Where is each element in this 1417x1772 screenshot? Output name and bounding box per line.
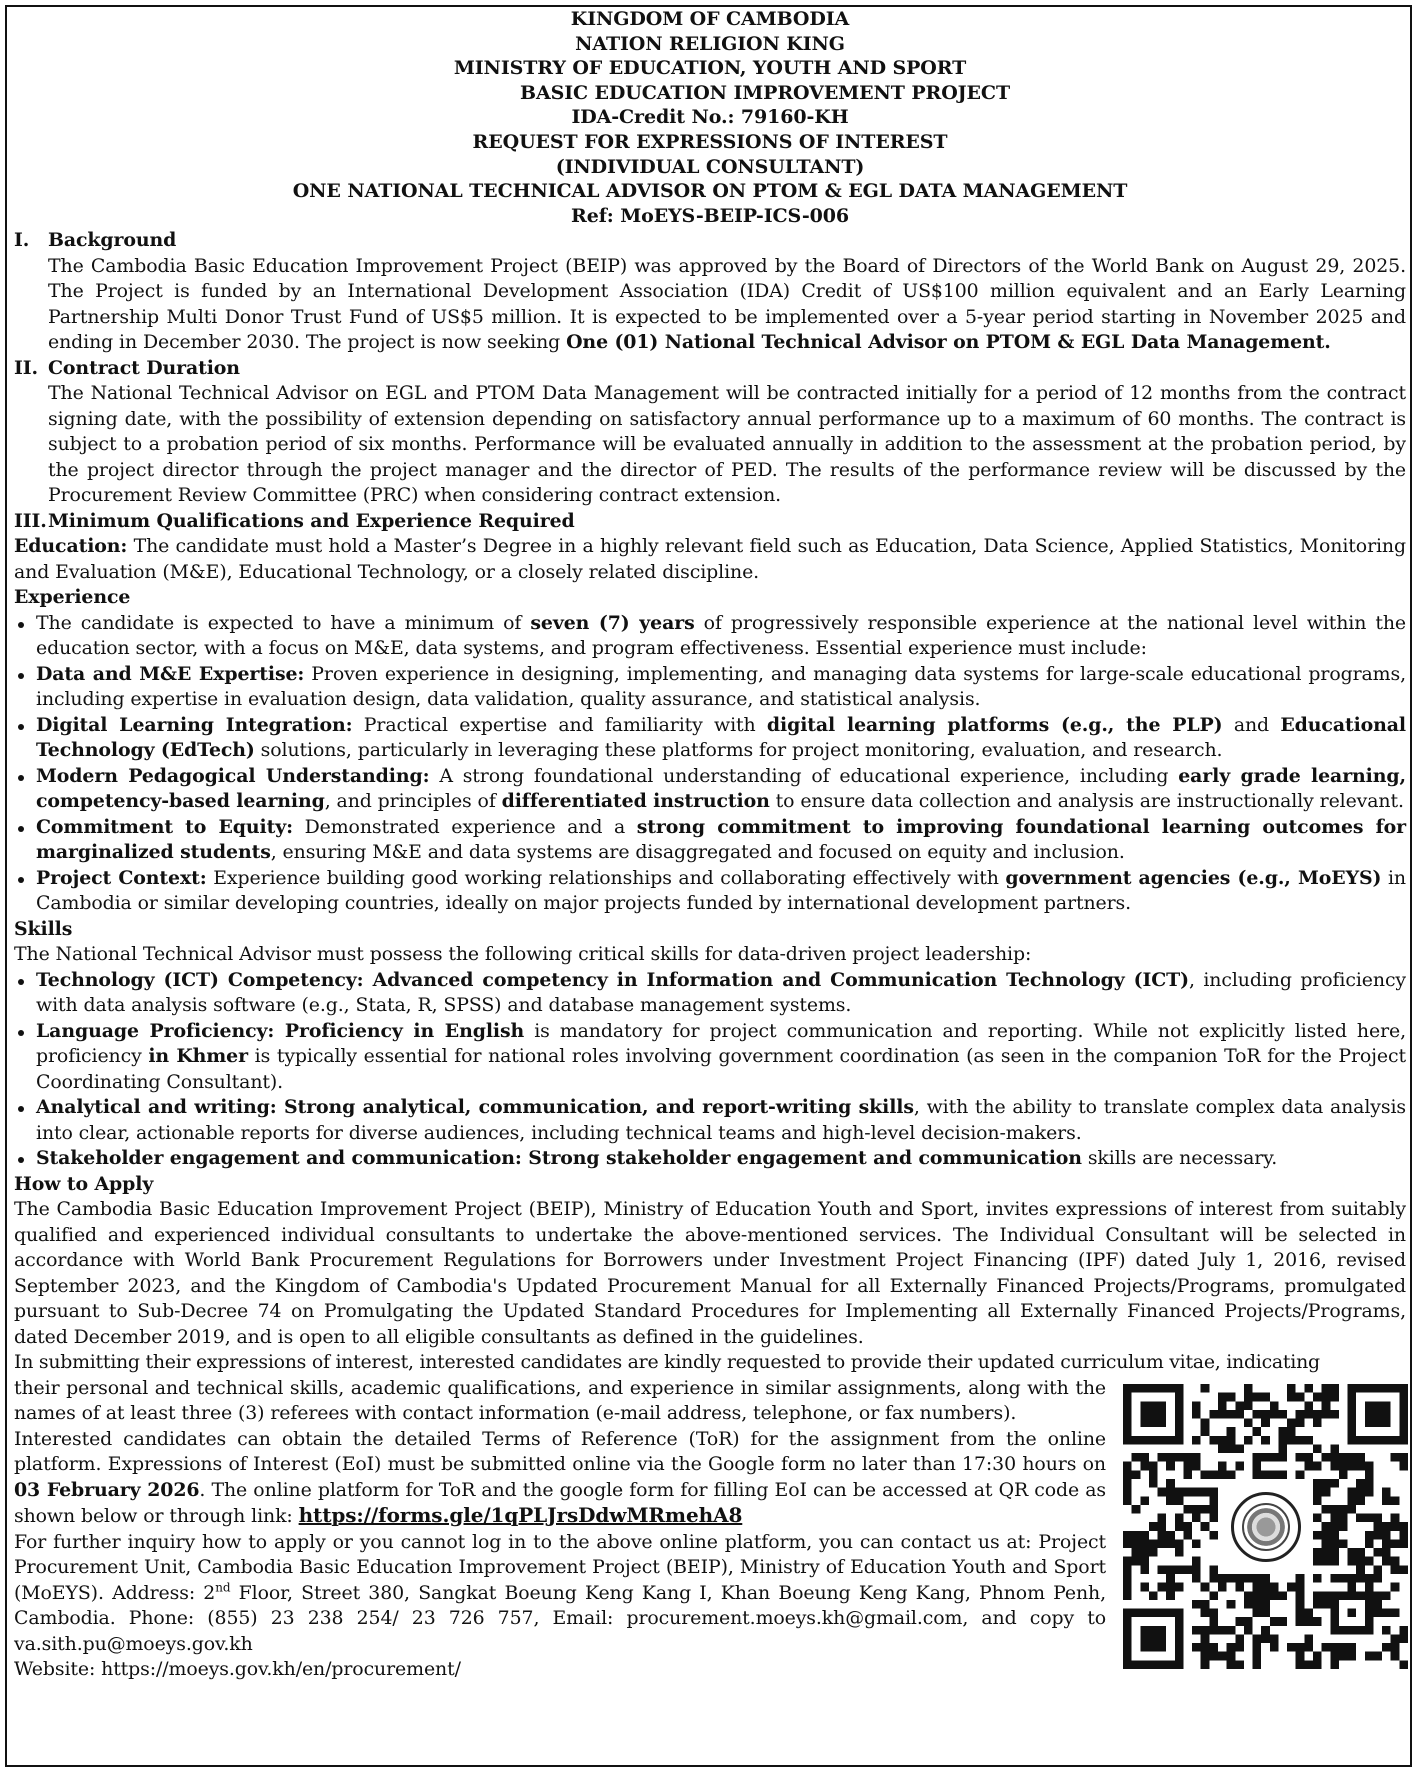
apply-title: How to Apply	[14, 1172, 154, 1195]
eoi-form-link[interactable]: https://forms.gle/1qPLJrsDdwMRmehA8	[298, 1503, 743, 1528]
list-item: Language Proficiency: Proficiency in English is mandatory for project communication and reporting. While not explicitly listed here, proficiency in Khmer is typically essential for national roles involving government coordination (as seen in the companion ToR for the Project Coordinating Consultant).	[14, 1019, 1406, 1096]
header-ref: Ref: MoEYS-BEIP-ICS-006	[571, 204, 849, 227]
apply-paragraph-2: their personal and technical skills, academic qualifications, and experience in similar assignments, along with the names of at least three (3) referees with contact information (e-mail address, telephone, or fax numbers).	[14, 1376, 1106, 1425]
section-qualifications-title: III. Minimum Qualifications and Experience Required	[14, 509, 575, 532]
header-kingdom: KINGDOM OF CAMBODIA	[570, 8, 850, 30]
background-paragraph: The Cambodia Basic Education Improvement Project (BEIP) was approved by the Board of Directors of the World Bank on August 29, 2025. The Project is funded by an International Development Association (IDA) Credit of US$100 million equivalent and an Early Learning Partnership Multi Donor Trust Fund of US$5 million. It is expected to be implemented over a 5-year period starting in November 2025 and ending in December 2030. The project is now seeking One (01) National Technical Advisor on PTOM & EGL Data Management.	[48, 254, 1406, 354]
apply-contact-text	[14, 1376, 1106, 1683]
website-line[interactable]: Website: https://moeys.gov.kh/en/procurement/	[14, 1658, 461, 1681]
experience-list	[14, 611, 1406, 917]
apply-paragraph-4: For further inquiry how to apply or you cannot log in to the above online platform, you can contact us at: Project Procurement Unit, Cambodia Basic Education Improvement Project (BEIP), Ministry of Education Youth and Sport (MoEYS). Address: 2nd Floor, Street 380, Sangkat Boeung Keng Kang I, Khan Boeung Keng Kang, Phnom Penh, Cambodia. Phone: (855) 23 238 254/ 23 726 757, Email: procurement.moeys.kh@gmail.com, and copy to va.sith.pu@moeys.gov.kh	[14, 1530, 1106, 1655]
list-item: Technology (ICT) Competency: Advanced competency in Information and Communication Technology (ICT), including proficiency with data analysis software (e.g., Stata, R, SPSS) and database management systems.	[14, 968, 1406, 1019]
header-ministry: MINISTRY OF EDUCATION, YOUTH AND SPORT	[453, 57, 967, 80]
list-item: Commitment to Equity: Demonstrated experience and a strong commitment to improving foundational learning outcomes for marginalized students, ensuring M&E and data systems are disaggregated and focused on equity and inclusion.	[14, 815, 1406, 866]
list-item: Analytical and writing: Strong analytical, communication, and report-writing skills, with the ability to translate complex data analysis into clear, actionable reports for diverse audiences, including technical teams and high-level decision-makers.	[14, 1095, 1406, 1146]
list-item: The candidate is expected to have a minimum of seven (7) years of progressively responsible experience at the national level within the education sector, with a focus on M&E, data systems, and program effectiveness. Essential experience must include:	[14, 611, 1406, 662]
qr-code-icon[interactable]	[1123, 1384, 1408, 1669]
header-position: ONE NATIONAL TECHNICAL ADVISOR ON PTOM & EGL DATA MANAGEMENT	[292, 180, 1128, 203]
skills-intro: The National Technical Advisor must possess the following critical skills for data-driven project leadership:	[14, 943, 1032, 966]
header-request: REQUEST FOR EXPRESSIONS OF INTEREST	[472, 130, 948, 153]
skills-title: Skills	[14, 917, 73, 940]
header-credit: IDA-Credit No.: 79160-KH	[571, 106, 849, 129]
header-consultant-type: (INDIVIDUAL CONSULTANT)	[555, 155, 865, 178]
skills-list	[14, 968, 1406, 1172]
header-project: BASIC EDUCATION IMPROVEMENT PROJECT	[520, 81, 1010, 104]
section-duration-title: II. Contract Duration	[14, 356, 240, 379]
list-item: Data and M&E Expertise: Proven experience in designing, implementing, and managing data systems for large-scale educational programs, including expertise in evaluation design, data validation, quality assurance, and statistical analysis.	[14, 662, 1406, 713]
list-item: Digital Learning Integration: Practical expertise and familiarity with digital learning platforms (e.g., the PLP) and Educational Technology (EdTech) solutions, particularly in leveraging these platforms for project monitoring, evaluation, and research.	[14, 713, 1406, 764]
ministry-seal-icon	[1231, 1492, 1301, 1562]
list-item: Stakeholder engagement and communication: Strong stakeholder engagement and communication skills are necessary.	[14, 1146, 1406, 1172]
header	[14, 7, 1406, 228]
apply-paragraph-2-line1: In submitting their expressions of interest, interested candidates are kindly requested to provide their updated curriculum vitae, indicating	[14, 1351, 1320, 1374]
education-paragraph: Education: The candidate must hold a Master’s Degree in a highly relevant field such as Education, Data Science, Applied Statistics, Monitoring and Evaluation (M&E), Educational Technology, or a closely related discipline.	[14, 535, 1406, 583]
section-background-title: I. Background	[14, 229, 177, 252]
duration-paragraph: The National Technical Advisor on EGL and PTOM Data Management will be contracted initially for a period of 12 months from the contract signing date, with the possibility of extension depending on satisfactory annual performance up to a maximum of 60 months. The contract is subject to a probation period of six months. Performance will be evaluated annually in addition to the assessment at the probation period, by the project director through the project manager and the director of PED. The results of the performance review will be discussed by the Procurement Review Committee (PRC) when considering contract extension.	[48, 382, 1406, 507]
header-motto: NATION RELIGION KING	[575, 32, 845, 55]
apply-contact-block	[14, 1376, 1406, 1683]
apply-paragraph-1: The Cambodia Basic Education Improvement Project (BEIP), Ministry of Education Youth and Sport, invites expressions of interest from suitably qualified and experienced individual consultants to undertake the above-mentioned services. The Individual Consultant will be selected in accordance with World Bank Procurement Regulations for Borrowers under Investment Project Financing (IPF) dated July 1, 2016, revised September 2023, and the Kingdom of Cambodia's Updated Procurement Manual for all Externally Financed Projects/Programs, promulgated pursuant to Sub-Decree 74 on Promulgating the Updated Standard Procedures for Implementing all Externally Financed Projects/Programs, dated December 2019, and is open to all eligible consultants as defined in the guidelines.	[14, 1198, 1406, 1348]
list-item: Project Context: Experience building good working relationships and collaborating effectively with government agencies (e.g., MoEYS) in Cambodia or similar developing countries, ideally on major projects funded by international development partners.	[14, 866, 1406, 917]
list-item: Modern Pedagogical Understanding: A strong foundational understanding of educational experience, including early grade learning, competency-based learning, and principles of differentiated instruction to ensure data collection and analysis are instructionally relevant.	[14, 764, 1406, 815]
experience-title: Experience	[14, 586, 131, 609]
apply-paragraph-3: Interested candidates can obtain the detailed Terms of Reference (ToR) for the assignment from the online platform. Expressions of Interest (EoI) must be submitted online via the Google form no later than 17:30 hours on 03 February 2026. The online platform for ToR and the google form for filling EoI can be accessed at QR code as shown below or through link: https://forms.gle/1qPLJrsDdwMRmehA8	[14, 1427, 1107, 1528]
document	[14, 7, 1406, 1683]
